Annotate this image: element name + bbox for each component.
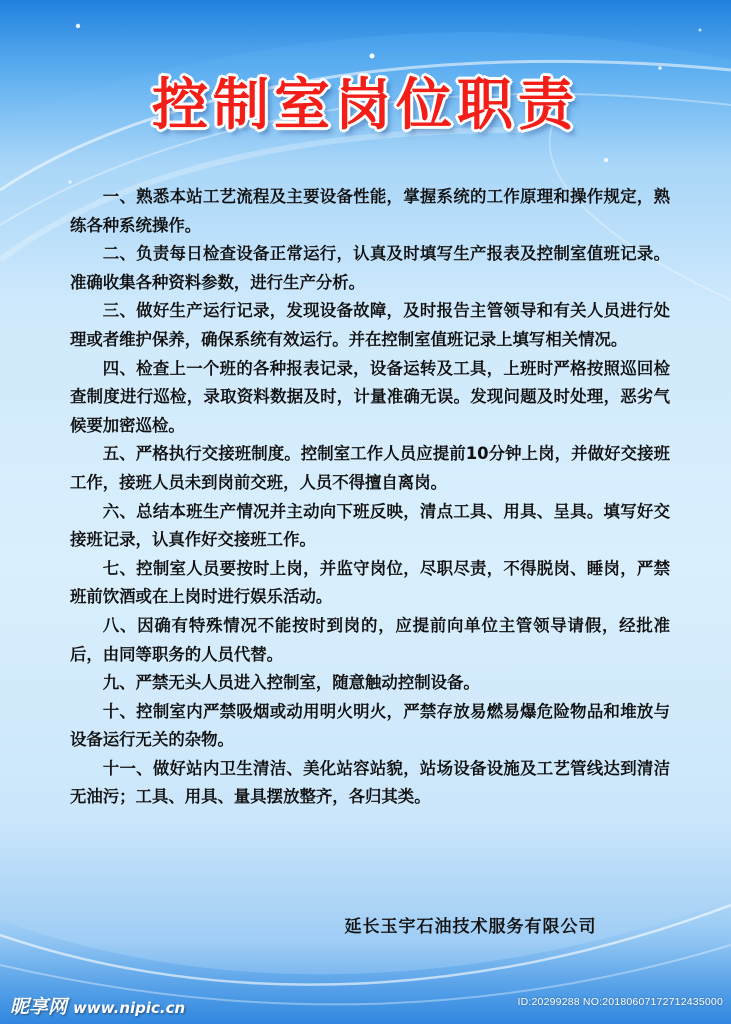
duty-item-11: 十一、做好站内卫生清洁、美化站容站貌，站场设备设施及工艺管线达到清洁无油污；工具、用具、量具摆放整齐，各归其类。: [70, 758, 670, 807]
page-title: 控制室岗位职责: [152, 73, 579, 138]
company-name: 延长玉宇石油技术服务有限公司: [344, 917, 597, 937]
watermark-url: www.nipic.cn: [73, 999, 186, 1017]
watermark-logo-text: 昵享网: [10, 996, 68, 1018]
duty-item-3: 三、做好生产运行记录，发现设备故障，及时报告主管领导和有关人员进行处理或者维护保养，确保系统有效运行。并在控制室值班记录上填写相关情况。: [70, 301, 670, 349]
duty-item-6: 六、总结本班生产情况并主动向下班反映，清点工具、用具、呈具。填写好交接班记录，认真作好交接班工作。: [70, 501, 670, 550]
duty-item-8: 八、因确有特殊情况不能按时到岗的，应提前向单位主管领导请假，经批准后，由同等职务的人员代替。: [70, 615, 670, 664]
duty-item-5: 五、严格执行交接班制度。控制室工作人员应提前10分钟上岗，并做好交接班工作，接班人员未到岗前交班，人员不得擅自离岗。: [70, 444, 670, 492]
duty-list: [70, 183, 670, 812]
duty-item-4: 四、检查上一个班的各种报表记录，设备运转及工具，上班时严格按照巡回检查制度进行巡检，录取资料数据及时，计量准确无误。发现问题及时处理，恶劣气候要加密巡检。: [70, 358, 670, 435]
duty-item-1: 一、熟悉本站工艺流程及主要设备性能，掌握系统的工作原理和操作规定，熟练各种系统操作。: [70, 187, 670, 235]
duty-item-2: 二、负责每日检查设备正常运行，认真及时填写生产报表及控制室值班记录。准确收集各种资料参数，进行生产分析。: [70, 244, 670, 292]
duty-item-10: 十、控制室内严禁吸烟或动用明火明火，严禁存放易燃易爆危险物品和堆放与设备运行无关的杂物。: [70, 701, 670, 750]
duty-item-9: 九、严禁无头人员进入控制室，随意触动控制设备。: [102, 673, 480, 693]
watermark-id: ID:20299288 NO:20180607172712435000: [517, 996, 723, 1008]
duty-item-7: 七、控制室人员要按时上岗，并监守岗位，尽职尽责，不得脱岗、睡岗，严禁班前饮酒或在上岗时进行娱乐活动。: [70, 558, 670, 607]
watermark-logo: [10, 992, 185, 1019]
